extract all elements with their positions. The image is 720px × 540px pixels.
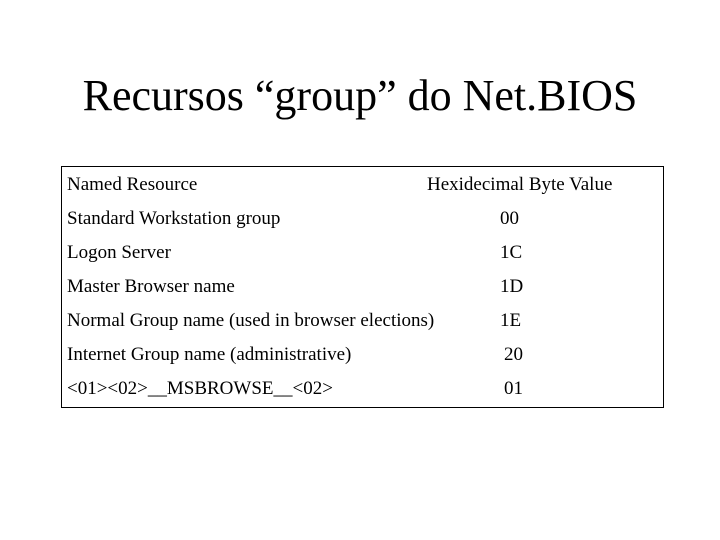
row-value-standard-workstation: 00 <box>500 208 519 229</box>
row-name-master-browser: Master Browser name <box>67 276 235 297</box>
row-value-internet-group: 20 <box>504 344 523 365</box>
row-value-msbrowse: 01 <box>504 378 523 399</box>
row-name-internet-group: Internet Group name (administrative) <box>67 344 352 365</box>
column-header-named-resource: Named Resource <box>67 174 198 195</box>
column-header-hex-value: Hexidecimal Byte Value <box>427 174 613 195</box>
row-value-logon-server: 1C <box>500 242 523 263</box>
row-name-logon-server: Logon Server <box>67 242 171 263</box>
row-name-normal-group: Normal Group name (used in browser elections) <box>67 310 435 331</box>
row-name-msbrowse: <01><02>__MSBROWSE__<02> <box>67 378 333 399</box>
slide-title: Recursos “group” do Net.BIOS <box>82 71 638 120</box>
row-name-standard-workstation: Standard Workstation group <box>67 208 281 229</box>
row-value-normal-group: 1E <box>500 310 522 331</box>
named-resource-table <box>61 166 664 408</box>
row-value-master-browser: 1D <box>500 276 524 297</box>
